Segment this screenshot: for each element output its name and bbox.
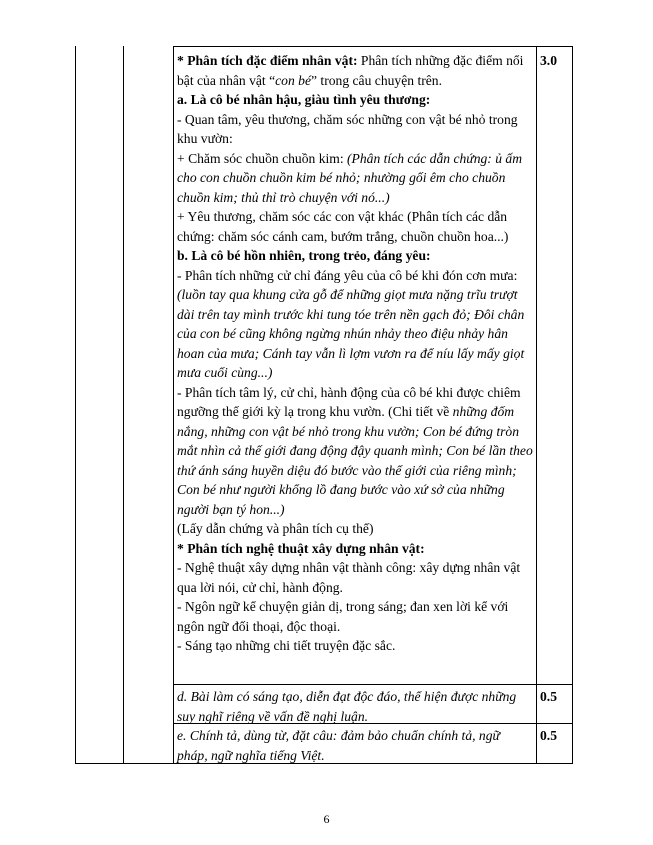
section-a-line1: - Quan tâm, yêu thương, chăm sóc những con vật bé nhỏ trong khu vườn: [177,111,518,146]
column-divider-2 [173,46,174,764]
section-b-line1 [177,266,533,383]
section-b-line1-text: - Phân tích những cử chỉ đáng yêu của cô bé khi đón cơn mưa: [177,267,518,283]
table-border-left [75,46,76,764]
character-analysis-intro [177,51,533,90]
column-divider-3 [536,46,537,764]
art-line2: - Ngôn ngữ kể chuyện giản dị, trong sáng; đan xen lời kể với ngôn ngữ đối thoại, độc thoại. [177,599,509,634]
column-divider-1 [123,46,124,764]
grading-table [75,46,573,764]
intro-text-after: ” trong câu chuyện trên. [311,72,442,88]
section-b-title: b. Là cô bé hồn nhiên, trong trẻo, đáng yêu: [177,248,431,263]
section-a-line2-text: + Chăm sóc chuồn chuồn kim: [177,150,348,166]
table-border-right [572,46,573,764]
criteria-e-cell: e. Chính tả, dùng từ, đặt câu: đảm bảo chuẩn chính tả, ngữ pháp, ngữ nghĩa tiếng Việt. [177,728,500,763]
section-b-line2-evidence: những đốm nắng, những con vật bé nhỏ trong khu vườn; Con bé đứng tròn mắt nhìn cả thế giới đang động đậy quanh mình; Con bé lần theo thứ ánh sáng huyền diệu đó bước vào thế giới của riêng mình; Con bé như người khổng lồ đang bước vào xứ sở của những người bạn tý hon...) [177,404,533,517]
score-d: 0.5 [540,689,557,704]
score-main: 3.0 [540,53,557,68]
criteria-main-cell [177,51,533,656]
criteria-d-cell: d. Bài làm có sáng tạo, diễn đạt độc đáo, thể hiện được những suy nghĩ riêng về vấn đề nghị luận. [177,689,517,724]
section-a-line3: + Yêu thương, chăm sóc các con vật khác (Phân tích các dẫn chứng: chăm sóc cánh cam, bướm trắng, chuồn chuồn hoa...) [177,209,509,244]
section-a-title: a. Là cô bé nhân hậu, giàu tình yêu thương: [177,92,431,107]
section-b-line3: (Lấy dẫn chứng và phân tích cụ thể) [177,521,374,536]
section-a-line2-evidence: (Phân tích các dẫn chứng: ủ ấm cho con chuồn chuồn kim bé nhỏ; nhường gối êm cho chuồn chuồn kim; thủ thỉ trò chuyện với nó...) [177,150,523,205]
section-a-line2 [177,149,533,208]
page-number: 6 [323,812,330,826]
score-e: 0.5 [540,728,557,743]
row-border-top [173,46,573,47]
art-analysis-title: * Phân tích nghệ thuật xây dựng nhân vật: [177,540,425,556]
character-name: con bé [275,72,311,88]
art-line1: - Nghệ thuật xây dựng nhân vật thành công: xây dựng nhân vật qua lời nói, cử chỉ, hành động. [177,560,521,595]
art-line3: - Sáng tạo những chi tiết truyện đặc sắc. [177,638,396,653]
section-b-line2 [177,383,533,520]
section-b-line1-evidence: (luồn tay qua khung cửa gỗ để những giọt mưa nặng trĩu trượt dài trên tay mình trước khi tung tóe trên nền gạch đỏ; Đôi chân của con bé cũng không ngừng nhún nhảy theo điệu nhảy hân hoan của mưa; Cánh tay vẫn lì lợm vươn ra để níu lấy mấy giọt mưa cuối cùng...) [177,287,525,380]
row-divider-d [173,684,573,685]
section-b-line2-text: - Phân tích tâm lý, cử chỉ, hành động của cô bé khi được chiêm ngưỡng thế giới kỳ lạ trong khu vườn. (Chi tiết về [177,384,521,419]
character-analysis-heading: * Phân tích đặc điểm nhân vật: [177,53,358,68]
intro-text-before: Phân tích những đặc điểm nổi bật của nhân vật “ [177,53,524,88]
